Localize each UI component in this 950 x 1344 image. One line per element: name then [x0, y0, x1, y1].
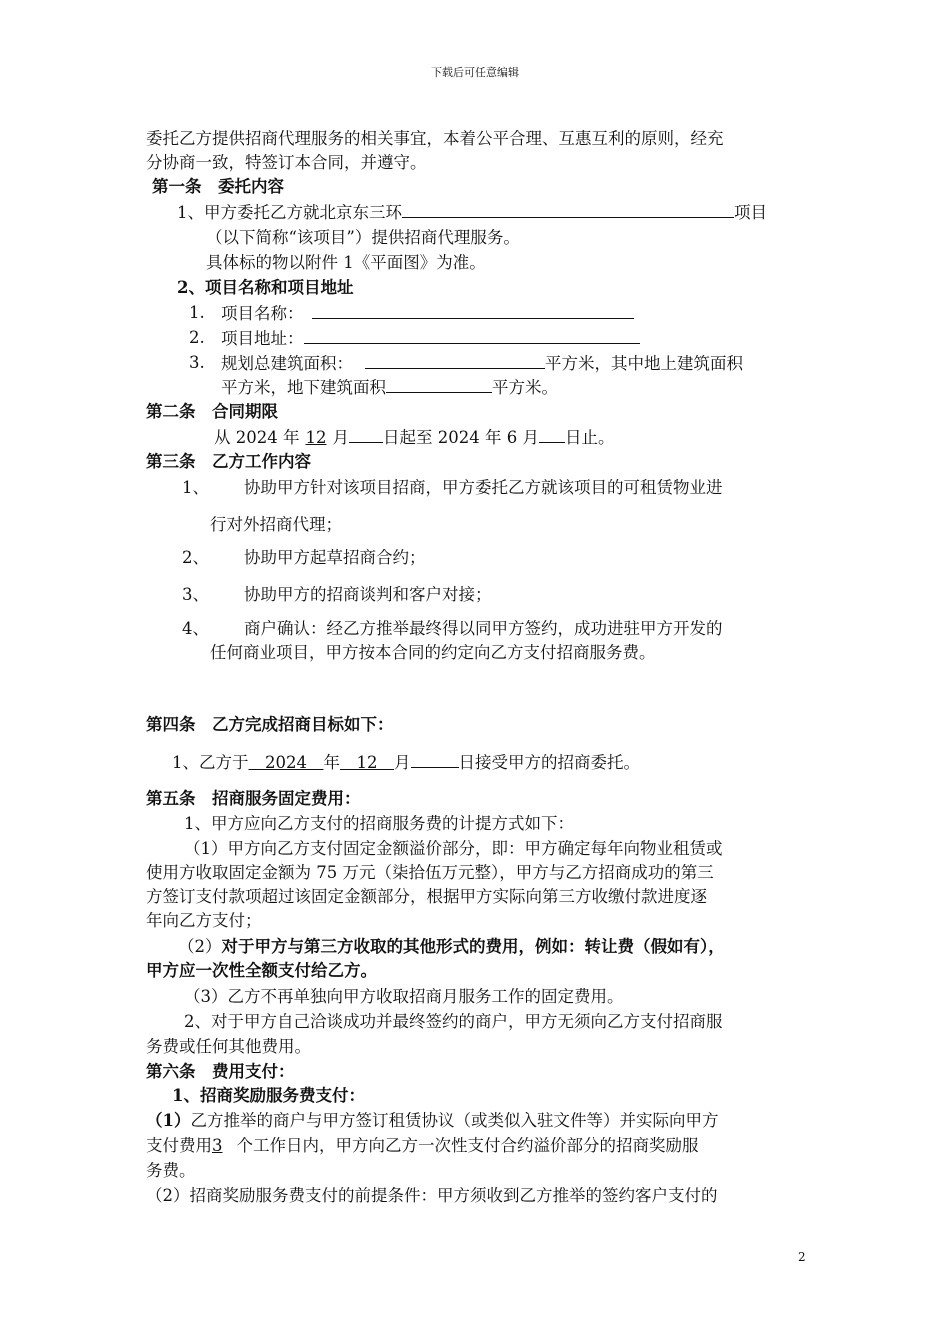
- art5-line-9: 2、对于甲方自己洽谈成功并最终签约的商户，甲方无须向乙方支付招商服: [184, 1012, 723, 1031]
- art1-item2-title: 2、项目名称和项目地址: [177, 278, 354, 297]
- page-header-note: 下载后可任意编辑: [431, 66, 519, 79]
- article-1-title: 第一条 委托内容: [152, 177, 284, 196]
- art3-item1-number: 1、: [182, 478, 209, 497]
- term-end-day-blank: [539, 426, 565, 443]
- art4-text-3: 月: [394, 753, 411, 772]
- art6-line-3: 务费。: [146, 1161, 196, 1180]
- art4-text-4: 日接受甲方的招商委托。: [458, 753, 640, 772]
- art4-year: 2024: [248, 753, 324, 772]
- art3-item4-number: 4、: [182, 619, 209, 638]
- art6-subtitle-1: 1、招商奖励服务费支付：: [172, 1086, 365, 1105]
- art3-item2-text: 协助甲方起草招商合约；: [244, 548, 426, 567]
- art5-line-6-text: 对于甲方与第三方收取的其他形式的费用，例如：转让费（假如有），: [221, 937, 725, 956]
- article-5-title: 第五条 招商服务固定费用：: [146, 789, 361, 808]
- project-address-label: 项目地址：: [221, 329, 304, 348]
- art1-item1-suffix: 项目: [734, 203, 767, 222]
- art5-line-6-number: （2）: [178, 937, 222, 956]
- area-row-2: [221, 376, 558, 399]
- art6-line-2: [146, 1135, 699, 1157]
- intro-line-2: 分协商一致，特签订本合同，并遵守。: [146, 153, 427, 172]
- art5-line-10: 务费或任何其他费用。: [146, 1037, 311, 1056]
- art6-line-2-text: 支付费用: [146, 1136, 212, 1155]
- art6-workdays: 3: [212, 1136, 223, 1155]
- art6-line-2-suffix: 个工作日内，甲方向乙方一次性支付合约溢价部分的招商奖励服: [236, 1136, 699, 1155]
- area-row: [221, 352, 743, 375]
- art3-item4-cont: 任何商业项目，甲方按本合同的约定向乙方支付招商服务费。: [210, 643, 656, 662]
- art3-item4-text: 商户确认：经乙方推举最终得以同甲方签约，成功进驻甲方开发的: [244, 619, 723, 638]
- art5-line-7: 甲方应一次性全额支付给乙方。: [146, 961, 377, 980]
- art4-item1: [172, 751, 640, 774]
- art5-line-3: 使用方收取固定金额为 75 万元（柒拾伍万元整），甲方与乙方招商成功的第三: [146, 863, 714, 882]
- art4-day-blank: [411, 751, 459, 768]
- art1-item1-line1: [177, 201, 767, 224]
- art4-month: 12: [340, 753, 394, 772]
- term-day-blank: [349, 426, 383, 443]
- art6-line-4: （2）招商奖励服务费支付的前提条件：甲方须收到乙方推举的签约客户支付的: [146, 1186, 718, 1205]
- art1-item1-line2: （以下简称“该项目”）提供招商代理服务。: [206, 228, 520, 247]
- article-6-title: 第六条 费用支付：: [146, 1062, 295, 1081]
- art3-item1-text: 协助甲方针对该项目招商，甲方委托乙方就该项目的可租赁物业进: [244, 478, 723, 497]
- area-line2-suffix: 平方米。: [492, 378, 558, 397]
- project-name-row: [221, 302, 634, 325]
- term-text-1: 从 2024 年: [214, 428, 300, 447]
- art5-line-8: （3）乙方不再单独向甲方收取招商月服务工作的固定费用。: [184, 987, 624, 1006]
- page-number: 2: [798, 1250, 806, 1264]
- art5-line-5: 年向乙方支付；: [146, 911, 262, 930]
- project-blank: [402, 201, 734, 218]
- article-2-title: 第二条 合同期限: [146, 402, 278, 421]
- contract-term-line: [214, 426, 614, 449]
- underground-area-blank: [386, 376, 492, 393]
- area-mid-text: 平方米，其中地上建筑面积: [545, 354, 743, 373]
- total-area-blank: [365, 352, 545, 369]
- term-text-3: 日起至 2024 年 6 月: [382, 428, 539, 447]
- project-address-row: [221, 327, 640, 350]
- art3-item1-cont: 行对外招商代理；: [210, 515, 342, 534]
- art1-item1-line3: 具体标的物以附件 1《平面图》为准。: [206, 253, 486, 272]
- art3-item3-text: 协助甲方的招商谈判和客户对接；: [244, 585, 492, 604]
- art5-line-1: 1、甲方应向乙方支付的招商服务费的计提方式如下：: [184, 814, 574, 833]
- art6-line-1: [146, 1110, 718, 1132]
- intro-line-1: 委托乙方提供招商代理服务的相关事宜，本着公平合理、互惠互利的原则，经充: [146, 129, 724, 148]
- project-name-number: 1.: [189, 303, 205, 322]
- term-text-2: 月: [332, 428, 349, 447]
- area-number: 3.: [189, 353, 205, 372]
- art5-line-2: （1）甲方向乙方支付固定金额溢价部分，即：甲方确定每年向物业租赁或: [184, 839, 723, 858]
- project-name-label: 项目名称：: [221, 304, 304, 323]
- project-address-number: 2.: [189, 328, 205, 347]
- article-4-title: 第四条 乙方完成招商目标如下：: [146, 715, 394, 734]
- area-label: 规划总建筑面积：: [221, 354, 353, 373]
- art6-line-1-number: （1）: [146, 1111, 191, 1130]
- project-address-blank: [304, 327, 640, 344]
- term-text-4: 日止。: [564, 428, 615, 447]
- art5-line-6: [178, 936, 725, 958]
- art3-item2-number: 2、: [182, 548, 209, 567]
- art4-text-2: 年: [323, 753, 340, 772]
- art1-item1-text: 1、甲方委托乙方就北京东三环: [177, 203, 402, 222]
- article-3-title: 第三条 乙方工作内容: [146, 452, 311, 471]
- art6-line-1-text: 乙方推举的商户与甲方签订租赁协议（或类似入驻文件等）并实际向甲方: [190, 1111, 719, 1130]
- art5-line-4: 方签订支付款项超过该固定金额部分，根据甲方实际向第三方收缴付款进度逐: [146, 887, 707, 906]
- art4-text-1: 1、乙方于: [172, 753, 249, 772]
- project-name-blank: [312, 302, 634, 319]
- art3-item3-number: 3、: [182, 585, 209, 604]
- area-line2-text: 平方米，地下建筑面积: [221, 378, 386, 397]
- term-month: 12: [305, 428, 327, 447]
